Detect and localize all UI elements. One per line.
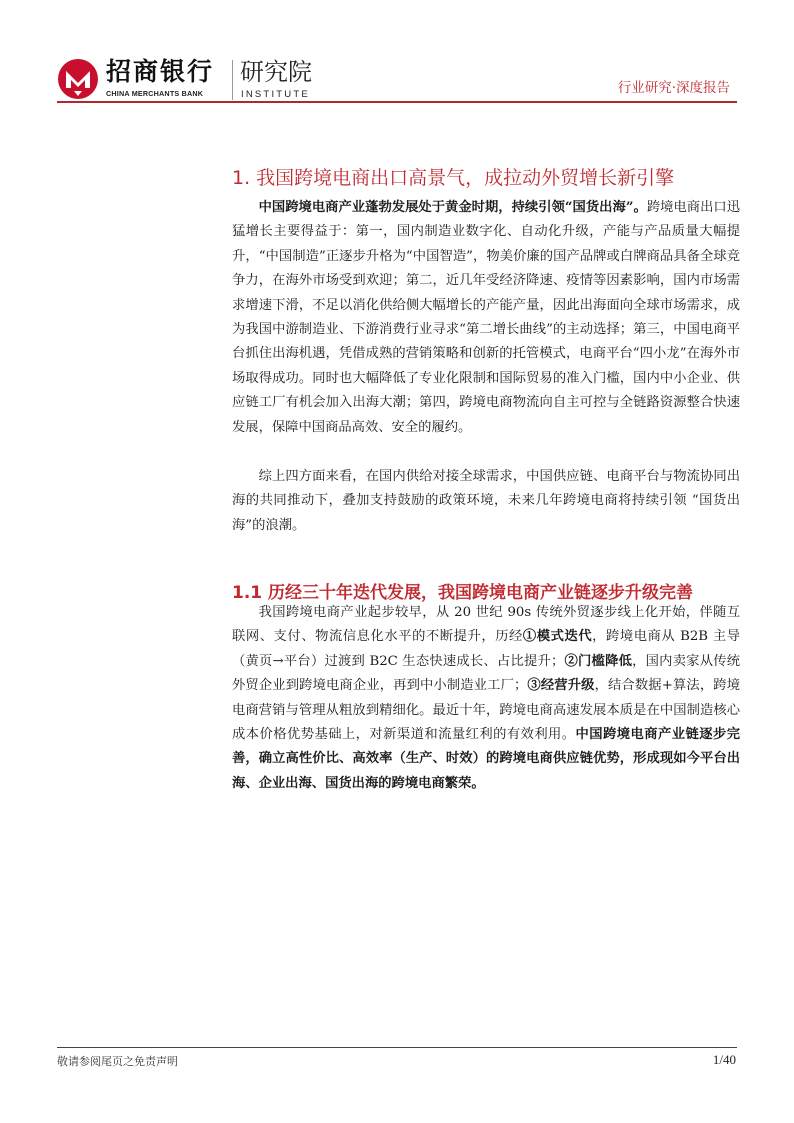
para-bold-conclusion: 中国跨境电商产业链逐步完善，确立高性价比、高效率（生产、时效）的跨境电商供应链优势，形成现如今平台出海、企业出海、国货出海的跨境电商繁荣。 — [232, 727, 741, 791]
institute-text-en: INSTITUTE — [241, 89, 310, 100]
footer-disclaimer: 敬请参阅尾页之免责声明 — [57, 1055, 178, 1068]
para-bold-business-upgrade: ③经营升级 — [527, 678, 595, 694]
logo-divider — [232, 60, 233, 100]
para-text-1: 我国跨境电商产业起步较早，从 20 世纪 90s 传统外贸逐步线上化开始，伴随互联网、支付、物流信息化水平的不断提升，历经 — [232, 605, 740, 645]
logo-text-en: CHINA MERCHANTS BANK — [106, 89, 204, 98]
section-1-paragraph-1 — [232, 196, 740, 440]
para-text-4: ，结合数据+算法，跨境电商营销与管理从粗放到精细化。最近十年，跨境电商高速发展本质是在中国制造核心成本价格优势基础上，对新渠道和流量红利的有效利用。 — [232, 678, 741, 743]
para-text-3: ，国内卖家从传统外贸企业到跨境电商企业，再到中小制造业工厂； — [232, 653, 741, 694]
section-1-1-paragraph — [232, 601, 740, 796]
footer-rule — [57, 1047, 737, 1048]
para-bold-mode-iteration: ①模式迭代 — [522, 629, 593, 645]
cmb-logo-icon — [57, 58, 99, 100]
paragraph-1-body: 跨境电商出口迅猛增长主要得益于：第一，国内制造业数字化、自动化升级，产能与产品质量大幅提升，“中国制造”正逐步升格为“中国智造”，物美价廉的国产品牌或白牌商品具备全球竞争力，在海外市场受到欢迎；第二，近几年受经济降速、疫情等因素影响，国内市场需求增速下滑，不足以消化供给侧大幅增长的产能产量，因此出海面向全球市场需求，成为我国中游制造业、下游消费行业寻求“第二增长曲线”的主动选择；第三，中国电商平台抓住出海机遇，凭借成熟的营销策略和创新的托管模式，电商平台“四小龙”在海外市场取得成功。同时也大幅降低了专业化限制和国际贸易的准入门槛，国内中小企业、供应链工厂有机会加入出海大潮；第四，跨境电商物流向自主可控与全链路资源整合快速发展，保障中国商品高效、安全的履约。 — [232, 200, 741, 435]
section-1-heading: 1. 我国跨境电商出口高景气，成拉动外贸增长新引擎 — [232, 166, 675, 189]
report-type-label: 行业研究·深度报告 — [617, 80, 730, 96]
para-text-2: ，跨境电商从 B2B 主导（黄页→平台）过渡到 B2C 生态快速成长、占比提升； — [232, 629, 741, 669]
logo-text-cn: 招商银行 — [106, 57, 215, 86]
institute-text-cn: 研究院 — [240, 58, 312, 86]
section-1-1-heading: 1.1 历经三十年迭代发展，我国跨境电商产业链逐步升级完善 — [232, 583, 694, 604]
section-1-paragraph-2: 综上四方面来看，在国内供给对接全球需求，中国供应链、电商平台与物流协同出海的共同推动下，叠加支持鼓励的政策环境，未来几年跨境电商将持续引领 “国货出海”的浪潮。 — [232, 469, 740, 533]
para-bold-lower-threshold: ②门槛降低 — [564, 653, 633, 669]
paragraph-1-lead-bold: 中国跨境电商产业蓬勃发展处于黄金时期，持续引领“国货出海”。 — [258, 200, 647, 215]
header-rule — [57, 101, 737, 103]
page-number: 1/40 — [712, 1052, 736, 1067]
page-header — [0, 0, 794, 110]
